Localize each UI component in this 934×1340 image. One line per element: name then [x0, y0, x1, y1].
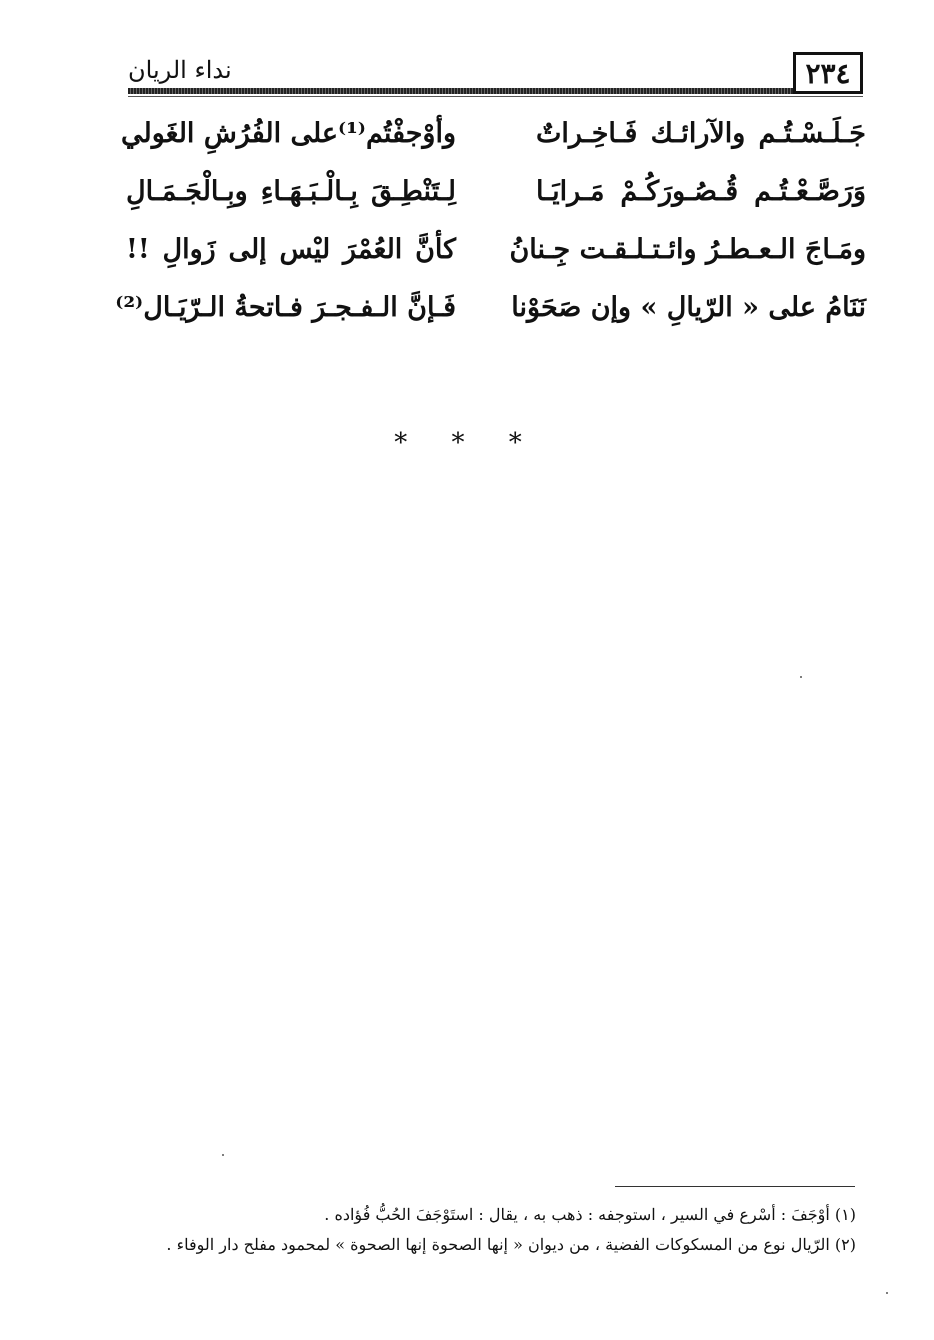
verse-second-hemistich: كأنَّ العُمْرَ ليْس إلى زَوالِ !! — [126, 234, 456, 265]
running-title: نداء الريان — [128, 56, 232, 84]
verse-second-hemistich: فَـإنَّ الـفـجـرَ فـاتحةُ الـرّيَـال⁽²⁾ — [115, 292, 456, 323]
footnote: (٢) الرّيال نوع من المسكوكات الفضية ، من ديوان « إنها الصحوة إنها الصحوة » لمحمود مفلح دار الوفاء . — [166, 1235, 856, 1254]
verse-second-hemistich: لِـتَنْطِـقَ بِـالْـبَـهَـاءِ وبِـالْجَـمَـالِ — [126, 176, 456, 207]
section-separator: * * * — [394, 428, 540, 458]
verse-second-hemistich: وأوْجفْتُم⁽¹⁾على الفُرُشِ الغَولي — [121, 118, 456, 149]
scan-speck — [800, 676, 802, 678]
page-number — [793, 52, 863, 94]
verse — [118, 228, 866, 286]
verse-first-hemistich: ومَـاجَ الـعـطـرُ وائـتـلـقـت جِـنانُ — [509, 234, 866, 265]
page-number-text: ٢٣٤ — [805, 56, 851, 90]
header-rule — [128, 88, 793, 94]
scan-speck — [222, 1154, 224, 1156]
header-rule-thin — [128, 96, 863, 97]
verse — [118, 112, 866, 170]
footnotes — [116, 1200, 856, 1260]
verse — [118, 170, 866, 228]
footnote-rule — [615, 1186, 855, 1187]
verse — [115, 286, 866, 344]
poem — [115, 112, 866, 344]
scan-speck — [886, 1292, 888, 1294]
footnote: (١) أوْجَفَ : أسْرع في السير ، استوجفه : ذهب به ، يقال : استَوْجَفَ الحُبُّ فُؤاده . — [324, 1205, 856, 1224]
verse-first-hemistich: نَنَامُ على « الرّيالِ » وإن صَحَوْنا — [511, 292, 866, 323]
verse-first-hemistich: وَرَصَّـعْـتُـم قُـصُـورَكُـمْ مَـرايَـا — [536, 176, 866, 207]
verse-first-hemistich: جَـلَـسْـتُـم والآرائـك فَـاخِـراتٌ — [536, 118, 866, 149]
